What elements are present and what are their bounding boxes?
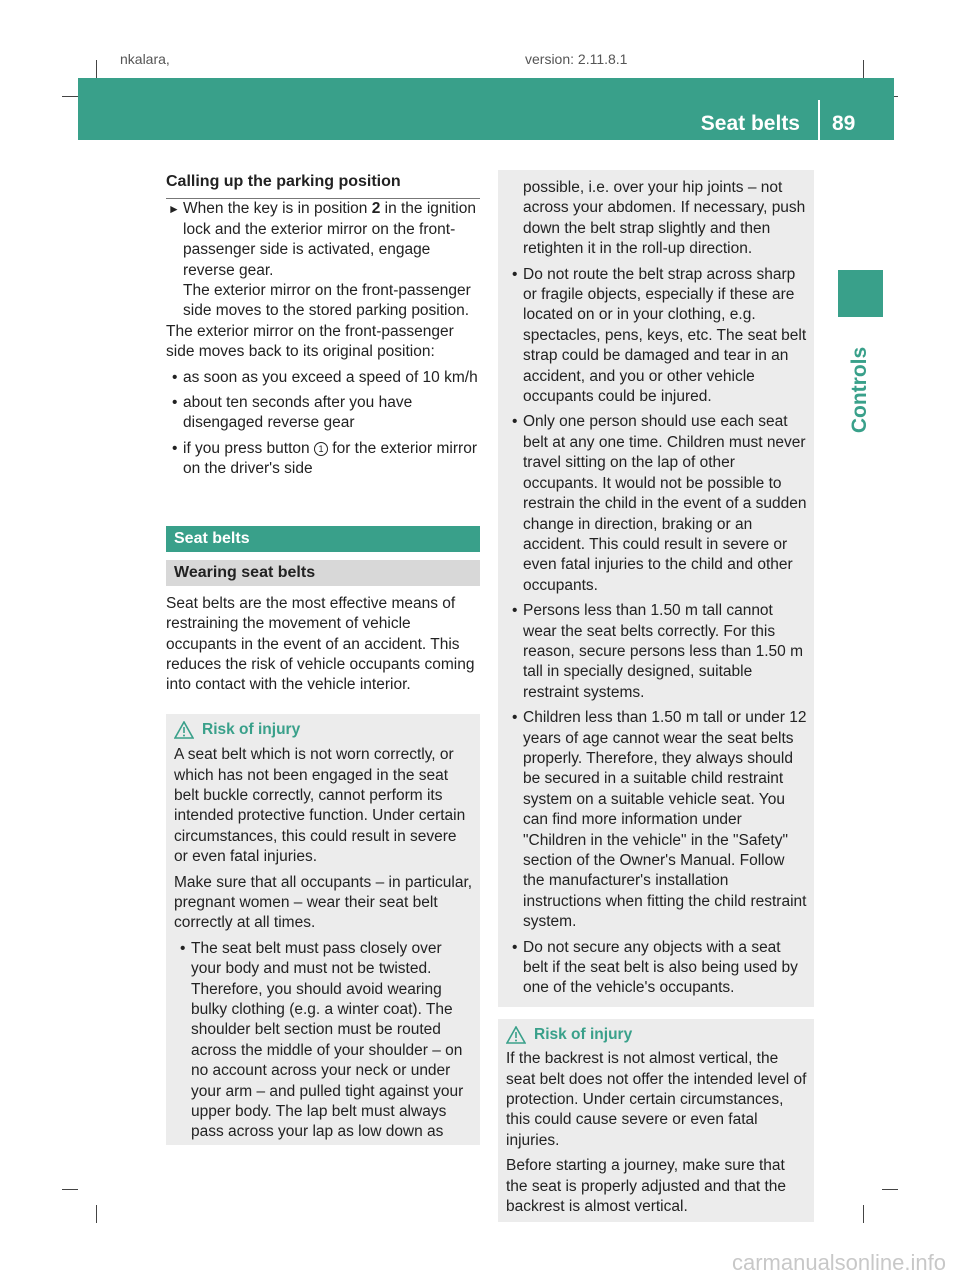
crop-mark bbox=[62, 1189, 78, 1190]
list-item: • Only one person should use each seat belt at any one time. Children must never travel sitting on the lap of other occupants. It would not be possible to restrain the child in the event of a sudden change in direction, braking or an accident. This could result in severe or even fatal injuries to the child and other occupants. bbox=[512, 413, 807, 594]
list-item: • Children less than 1.50 m tall or under 12 years of age cannot wear the seat belts properly. Therefore, they always should be secured in a suitable child restraint system on a suitable vehicle seat. You can find more information under "Children in the vehicle" in the "Safety" section of the Owner's Manual. Follow the manufacturer's installation instructions when fitting the child restraint system. bbox=[512, 709, 807, 931]
left-column bbox=[166, 172, 480, 1145]
warning-title: Risk of injury bbox=[174, 720, 474, 740]
back-intro: The exterior mirror on the front-passenger side moves back to its original position: bbox=[166, 322, 454, 361]
step-arrow-icon: ► bbox=[168, 202, 180, 217]
warning-box bbox=[166, 714, 480, 1145]
warning-text: If the backrest is not almost vertical, the seat belt does not offer the intended level of protection. Under certain circumstances, this could cause severe or even fatal injuries. bbox=[506, 1050, 807, 1149]
list-item: • about ten seconds after you have disengaged reverse gear bbox=[172, 394, 413, 432]
side-tab-label: Controls bbox=[848, 346, 871, 434]
print-meta-right: version: 2.11.8.1 bbox=[525, 52, 628, 67]
list-item: • Persons less than 1.50 m tall cannot wear the seat belts correctly. For this reason, secure persons less than 1.50 m tall in specially designed, suitable restraint systems. bbox=[512, 602, 804, 701]
list-item: • Do not secure any objects with a seat belt if the seat belt is also being used by one of the vehicle's occupants. bbox=[512, 938, 798, 997]
bullet-text: Only one person should use each seat belt at any one time. Children must never travel sitting on the lap of other occupants. It would not be possible to restrain the child in the event of a sudden change in direction, braking or an accident. This could result in severe or even fatal injuries to the child and other occupants. bbox=[523, 413, 807, 594]
warning-text: Before starting a journey, make sure that the seat is properly adjusted and that the backrest is almost vertical. bbox=[506, 1157, 787, 1216]
side-tab bbox=[840, 330, 880, 450]
right-column bbox=[498, 170, 814, 1222]
crop-mark bbox=[863, 60, 864, 78]
step-result: The exterior mirror on the front-passenger side moves to the stored parking position. bbox=[183, 282, 471, 320]
header-divider bbox=[818, 100, 820, 140]
parking-heading: Calling up the parking position bbox=[166, 172, 480, 199]
page-number: 89 bbox=[832, 112, 856, 135]
bullet-text: as soon as you exceed a speed of 10 km/h bbox=[183, 368, 478, 386]
warning-box-continued bbox=[498, 170, 814, 1007]
subsection-heading: Wearing seat belts bbox=[166, 560, 480, 586]
bullet-text: The seat belt must pass closely over your body and must not be twisted. Therefore, you should avoid wearing bulky clothing (e.g. a winter coat). The shoulder belt section must be routed across the middle of your shoulder – on no account across your neck or under your arm – and pulled tight against your upper body. The lap belt must always pass across your lap as low down as bbox=[191, 939, 464, 1141]
warning-text: A seat belt which is not worn correctly, or which has not been engaged in the seat belt buckle correctly, cannot perform its intended protective function. Under certain circumstances, this could result in severe or even fatal injuries. bbox=[174, 746, 466, 866]
crop-mark bbox=[96, 60, 97, 78]
step-item bbox=[166, 199, 480, 321]
bullet-text: Do not secure any objects with a seat belt if the seat belt is also being used by one of the vehicle's occupants. bbox=[523, 938, 798, 997]
bullet-text: Do not route the belt strap across sharp or fragile objects, especially if these are located on or in your clothing, e.g. spectacles, pens, keys, etc. The seat belt strap could be damaged and tear in an accident, and you or other vehicle occupants could be injured. bbox=[523, 265, 807, 406]
crop-mark bbox=[96, 1205, 97, 1223]
print-meta-left: nkalara, bbox=[120, 52, 170, 67]
step-text-a: When the key is in position bbox=[183, 200, 372, 218]
bullet-text: about ten seconds after you have disengaged reverse gear bbox=[183, 394, 413, 432]
seat-belts-intro: Seat belts are the most effective means of restraining the movement of vehicle occupants in the event of an accident. This reduces the risk of vehicle occupants coming into contact with the vehicle interior. bbox=[166, 594, 475, 694]
bullet-text: Children less than 1.50 m tall or under 12 years of age cannot wear the seat belts properly. Therefore, they always should be secured in a suitable child restraint system on a suitable vehicle seat. You can find more information under "Children in the vehicle" in the "Safety" section of the Owner's Manual. Follow the manufacturer's installation instructions when fitting the child restraint system. bbox=[523, 709, 807, 931]
key-position: 2 bbox=[371, 200, 381, 218]
list-item: • The seat belt must pass closely over your body and must not be twisted. Therefore, you should avoid wearing bulky clothing (e.g. a winter coat). The shoulder belt section must be routed across the middle of your shoulder – on no account across your neck or under your arm – and pulled tight against your upper body. The lap belt must always pass across your lap as low down as bbox=[180, 939, 464, 1141]
warning-triangle-icon bbox=[174, 721, 194, 739]
page-title: Seat belts bbox=[700, 112, 800, 135]
crop-mark bbox=[62, 96, 78, 97]
side-tab-marker bbox=[838, 270, 883, 317]
button-1-icon: 1 bbox=[314, 442, 328, 456]
list-item: • if you press button 1 for the exterior mirror on the driver's side bbox=[172, 439, 477, 478]
warning-title: Risk of injury bbox=[506, 1025, 808, 1045]
warning-box bbox=[498, 1019, 814, 1222]
list-item: • Do not route the belt strap across sharp or fragile objects, especially if these are located on or in your clothing, e.g. spectacles, pens, keys, etc. The seat belt strap could be damaged and tear in an accident, and you or other vehicle occupants could be injured. bbox=[512, 265, 807, 406]
section-heading: Seat belts bbox=[166, 526, 480, 552]
watermark: carmanualsonline.info bbox=[731, 1250, 946, 1275]
warning-triangle-icon bbox=[506, 1026, 526, 1044]
warning-text: Make sure that all occupants – in particular, pregnant women – wear their seat belt correctly at all times. bbox=[174, 873, 473, 932]
crop-mark bbox=[882, 1189, 898, 1190]
list-item: • as soon as you exceed a speed of 10 km/h bbox=[172, 368, 478, 386]
crop-mark bbox=[863, 1205, 864, 1223]
step-text-b: in the ignition lock and the exterior mirror on the front-passenger side is activated, engage reverse gear. bbox=[183, 200, 476, 279]
bullet-continuation: possible, i.e. over your hip joints – not across your abdomen. If necessary, push down the belt strap slightly and then retighten it in the roll-up direction. bbox=[523, 179, 806, 258]
bullet-text-b: for the exterior mirror on the driver's side bbox=[183, 439, 477, 478]
bullet-text-a: if you press button bbox=[183, 439, 314, 457]
bullet-text: Persons less than 1.50 m tall cannot wear the seat belts correctly. For this reason, secure persons less than 1.50 m tall in specially designed, suitable restraint systems. bbox=[523, 602, 804, 701]
